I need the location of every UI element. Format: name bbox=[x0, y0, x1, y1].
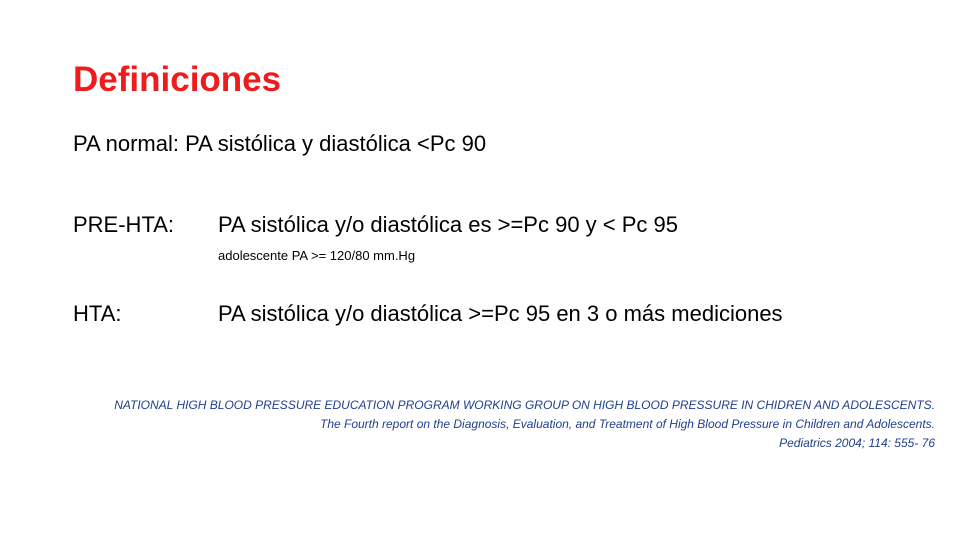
hta-label: HTA: bbox=[73, 301, 122, 326]
slide-title: Definiciones bbox=[73, 60, 282, 99]
citation-line-2: The Fourth report on the Diagnosis, Evaluation, and Treatment of High Blood Pressure in Children and Adolescents. bbox=[319, 417, 935, 431]
citation-line-1: NATIONAL HIGH BLOOD PRESSURE EDUCATION PROGRAM WORKING GROUP ON HIGH BLOOD PRESSURE IN CHIDREN AND ADOLESCENTS. bbox=[114, 398, 935, 412]
citation-line-3: Pediatrics 2004; 114: 555- 76 bbox=[779, 436, 935, 450]
citation-reference bbox=[25, 396, 935, 453]
definition-normal: PA normal: PA sistólica y diastólica <Pc 90 bbox=[73, 131, 487, 156]
prehta-description: PA sistólica y/o diastólica es >=Pc 90 y < Pc 95 bbox=[218, 212, 679, 237]
prehta-label: PRE-HTA: bbox=[73, 212, 175, 237]
prehta-adolescent-note: adolescente PA >= 120/80 mm.Hg bbox=[218, 248, 416, 263]
hta-description: PA sistólica y/o diastólica >=Pc 95 en 3 o más mediciones bbox=[218, 301, 783, 326]
